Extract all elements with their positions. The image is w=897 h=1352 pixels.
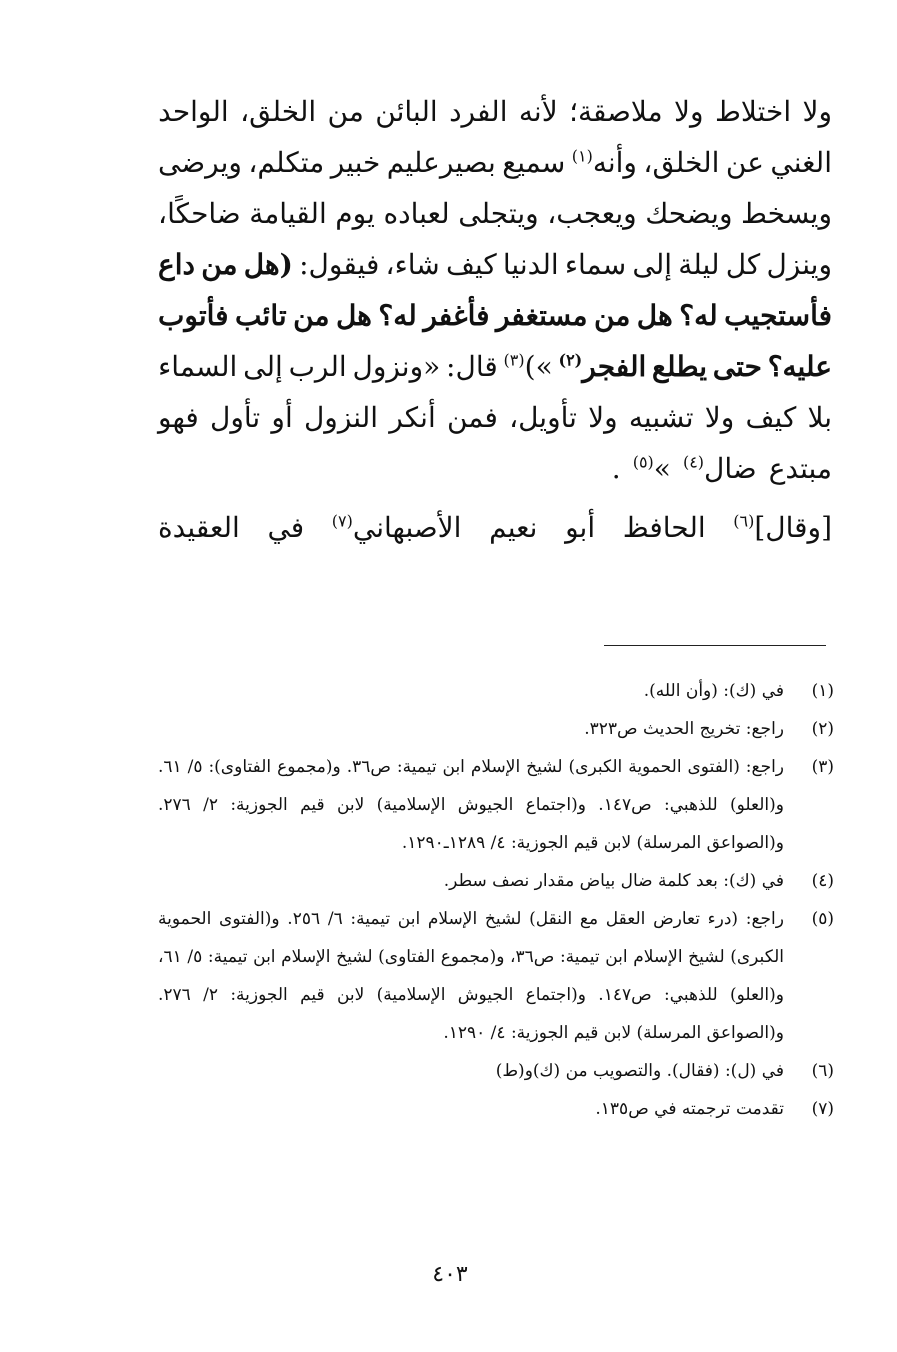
footnote-marker: (٧)	[331, 511, 353, 531]
word	[271, 392, 292, 443]
word-text: كيف	[745, 401, 797, 434]
word-text: الخلق،	[643, 146, 720, 179]
word-text: الخلق،	[240, 95, 317, 128]
word-text: نعيم	[489, 511, 538, 544]
footnote	[158, 862, 834, 900]
word	[519, 86, 558, 137]
word	[299, 239, 379, 290]
word-text: فأتوب	[158, 299, 229, 332]
word-text: أو	[271, 401, 293, 434]
word-text: تأول	[210, 401, 261, 434]
word	[332, 502, 462, 553]
word	[645, 188, 732, 239]
word	[489, 502, 537, 553]
footnote-separator	[604, 645, 826, 646]
footnotes	[158, 672, 834, 1128]
word-text: الرب	[288, 350, 347, 383]
word-text: ويضحك	[645, 197, 733, 230]
word-text: له؟	[679, 299, 718, 332]
word	[389, 392, 435, 443]
hadith-word	[423, 290, 489, 341]
word-text: داع	[158, 248, 196, 281]
word-text: يوم	[335, 197, 375, 230]
word-text: من	[327, 95, 364, 128]
word	[746, 392, 797, 443]
text-line	[158, 341, 832, 392]
word-text: ويسخط	[741, 197, 832, 230]
word	[770, 137, 832, 188]
hadith-word	[201, 239, 237, 290]
text-line	[158, 188, 832, 239]
text-line	[158, 137, 832, 188]
word	[210, 392, 260, 443]
word	[289, 341, 347, 392]
hadith-word	[652, 341, 707, 392]
word	[565, 239, 626, 290]
footnote-marker: (٢)	[558, 350, 583, 370]
word	[502, 137, 565, 188]
hadith-word	[293, 290, 329, 341]
word-text: إلى	[243, 350, 283, 383]
text-line	[158, 86, 832, 137]
footnote-number: (٤)	[811, 871, 834, 891]
word-text: عن	[725, 146, 764, 179]
word-text: فيقول:	[299, 248, 380, 281]
footnote-number: (١)	[811, 681, 834, 701]
word	[249, 188, 326, 239]
word	[715, 86, 791, 137]
word-text: ويعجب،	[547, 197, 637, 230]
word	[565, 502, 595, 553]
word	[629, 392, 694, 443]
footnote	[158, 1052, 834, 1090]
word	[446, 239, 497, 290]
hadith-word	[559, 341, 647, 392]
main-text	[158, 86, 832, 553]
text-line	[158, 502, 832, 553]
hadith-word	[235, 290, 287, 341]
word-text: تشبيه	[628, 401, 694, 434]
word	[158, 341, 237, 392]
word-text: لأنه	[518, 95, 558, 128]
word-text: شاء،	[385, 248, 440, 281]
word-text: الغني	[770, 146, 832, 179]
word-text: هل	[636, 299, 673, 332]
footnote-text: راجع: (الفتوى الحموية الكبرى) لشيخ الإسلام ابن تيمية: ص٣٦. و(مجموع الفتاوى): ٥/ ٦١. و(العلو) للذهبي: ص١٤٧. و(اجتماع الجيوش الإسلامية) لابن قيم الجوزية: ٢/ ٢٧٦. و(الصواعق المرسلة) لابن قيم الجوزية: ٤/ ١٢٨٩ـ١٢٩٠.	[158, 757, 785, 853]
footnote-text: راجع: تخريج الحديث ص٣٢٣.	[584, 719, 784, 739]
word	[808, 392, 833, 443]
footnote	[158, 1090, 834, 1128]
word-text: بلا	[807, 401, 832, 434]
word	[803, 86, 833, 137]
word-text: من	[594, 299, 631, 332]
footnote-number: (٣)	[811, 757, 834, 777]
hadith-word	[768, 341, 832, 392]
word-text: الدنيا	[502, 248, 559, 281]
hadith-word	[713, 341, 762, 392]
word	[304, 392, 378, 443]
word	[572, 137, 637, 188]
word-text: فمن	[446, 401, 498, 434]
footnote-text: تقدمت ترجمته في ص١٣٥.	[595, 1099, 784, 1119]
footnote	[158, 748, 834, 862]
word	[769, 443, 832, 494]
word-text: .	[611, 452, 621, 485]
word-text: مبتدع	[768, 452, 832, 485]
word-text: الواحد	[158, 95, 229, 128]
word-text: سماء	[564, 248, 627, 281]
hadith-word	[378, 290, 416, 341]
footnote-number: (٧)	[811, 1099, 834, 1119]
word-text: قال:	[446, 350, 498, 383]
word	[352, 341, 440, 392]
word-text: ضال	[704, 452, 757, 485]
word	[447, 392, 498, 443]
word	[705, 392, 735, 443]
word-text: مستغفر	[495, 299, 588, 332]
word-text: عليه؟	[767, 350, 832, 383]
word-text: »)	[524, 350, 553, 383]
word-text: [وقال]	[754, 511, 832, 544]
word-text: بصيرعليم	[386, 146, 496, 179]
word	[588, 392, 618, 443]
footnote-number: (٦)	[811, 1061, 834, 1081]
word-text: له؟	[378, 299, 417, 332]
word-text: الفجر	[582, 350, 647, 383]
word	[383, 188, 449, 239]
word	[387, 137, 496, 188]
word-text: تائب	[235, 299, 287, 332]
word-text: اختلاط	[714, 95, 792, 128]
word-text: ويرضى	[158, 146, 242, 179]
word-text: وأنه	[592, 146, 637, 179]
hadith-word	[158, 290, 229, 341]
word-text: ولا	[674, 95, 704, 128]
word	[375, 86, 437, 137]
text-line	[158, 392, 832, 443]
word-text: ليلة	[678, 248, 720, 281]
word	[633, 443, 671, 494]
word-text: هل	[335, 299, 372, 332]
word	[158, 137, 242, 188]
word-text: من	[201, 248, 238, 281]
word-text: كل	[725, 248, 761, 281]
word-text: «ونزول	[352, 350, 441, 383]
word	[458, 188, 538, 239]
word	[509, 392, 577, 443]
hadith-word	[244, 239, 293, 290]
word-text: حتى	[712, 350, 762, 383]
word	[335, 188, 375, 239]
word-text: الفرد	[449, 95, 508, 128]
word-text: يطلع	[652, 350, 707, 383]
hadith-word	[679, 290, 717, 341]
page-number: ٤٠٣	[432, 1262, 468, 1287]
word-text: كيف	[445, 248, 497, 281]
word-text: »	[653, 452, 671, 485]
word-text: ولا	[588, 401, 618, 434]
word	[504, 341, 553, 392]
word-text: فأستجيب	[724, 299, 832, 332]
word-text: متكلم،	[248, 146, 325, 179]
word	[449, 86, 507, 137]
word	[503, 239, 559, 290]
word	[726, 137, 764, 188]
word-text: ولا	[802, 95, 832, 128]
word-text: ولا	[704, 401, 735, 434]
word	[158, 86, 229, 137]
word	[726, 239, 761, 290]
hadith-word	[637, 290, 673, 341]
word-text: النزول	[303, 401, 379, 434]
word	[547, 188, 636, 239]
word-text: الحافظ	[622, 511, 706, 544]
word-text: فهو	[158, 401, 199, 434]
hadith-word	[158, 239, 195, 290]
word	[569, 86, 663, 137]
word-text: أنكر	[389, 401, 436, 434]
word	[623, 502, 706, 553]
word-text: أبو	[565, 511, 596, 544]
footnote-marker: (٤)	[682, 452, 705, 472]
word-text: تأويل،	[509, 401, 577, 434]
word	[158, 392, 199, 443]
footnote-marker: (١)	[571, 146, 593, 166]
footnote	[158, 710, 834, 748]
footnote-text: في (ك): (وأن الله).	[643, 681, 784, 701]
hadith-word	[496, 290, 588, 341]
word-text: فأغفر	[423, 299, 490, 332]
word	[683, 443, 757, 494]
word-text: خبير	[330, 146, 381, 179]
word-text: سميع	[502, 146, 566, 179]
word-text: (هل	[243, 248, 293, 281]
footnote-marker: (٥)	[632, 452, 654, 472]
word	[248, 137, 324, 188]
word	[386, 239, 440, 290]
word-text: ويتجلى	[458, 197, 539, 230]
word-text: البائن	[375, 95, 438, 128]
text-line	[158, 290, 832, 341]
footnote-text: راجع: (درء تعارض العقل مع النقل) لشيخ الإسلام ابن تيمية: ٦/ ٢٥٦. و(الفتوى الحموية الكبرى) لشيخ الإسلام ابن تيمية: ص٣٦، و(مجموع الفتاوى) لشيخ الإسلام ابن تيمية: ٥/ ٦١، و(العلو) للذهبي: ص١٤٧. و(اجتماع الجيوش الإسلامية) لابن قيم الجوزية: ٢/ ٢٧٦. و(الصواعق المرسلة) لابن قيم الجوزية: ٤/ ١٢٩٠.	[158, 909, 784, 1043]
text-line	[158, 239, 832, 290]
word-text: من	[293, 299, 330, 332]
hadith-word	[724, 290, 832, 341]
text-line	[158, 443, 832, 494]
word-text: لعباده	[383, 197, 450, 230]
hadith-word	[336, 290, 372, 341]
word	[267, 502, 304, 553]
word	[674, 86, 704, 137]
word-text: ملاصقة؛	[569, 95, 663, 128]
word-text: العقيدة	[158, 511, 240, 544]
word	[158, 188, 241, 239]
word	[240, 86, 316, 137]
word	[766, 239, 832, 290]
footnote	[158, 900, 834, 1052]
word-text: القيامة	[249, 197, 327, 230]
word	[446, 341, 498, 392]
footnote-marker: (٦)	[733, 511, 755, 531]
word-text: الأصبهاني	[352, 511, 462, 544]
word	[632, 239, 672, 290]
word	[331, 137, 381, 188]
word	[643, 137, 719, 188]
word	[612, 443, 621, 494]
footnote-number: (٢)	[811, 719, 834, 739]
word-text: إلى	[632, 248, 673, 281]
footnote	[158, 672, 834, 710]
footnote-text: في (ل): (فقال). والتصويب من (ك)و(ط)	[495, 1061, 784, 1081]
hadith-word	[594, 290, 630, 341]
word	[243, 341, 283, 392]
word	[741, 188, 832, 239]
word	[158, 502, 240, 553]
word-text: السماء	[158, 350, 238, 383]
word	[678, 239, 719, 290]
word-text: وينزل	[766, 248, 832, 281]
footnote-text: في (ك): بعد كلمة ضال بياض مقدار نصف سطر.	[443, 871, 784, 891]
word	[328, 86, 364, 137]
word	[733, 502, 832, 553]
footnote-marker: (٣)	[503, 350, 525, 370]
word-text: ضاحكًا،	[158, 197, 241, 230]
footnote-number: (٥)	[811, 909, 834, 929]
word-text: في	[267, 511, 305, 544]
